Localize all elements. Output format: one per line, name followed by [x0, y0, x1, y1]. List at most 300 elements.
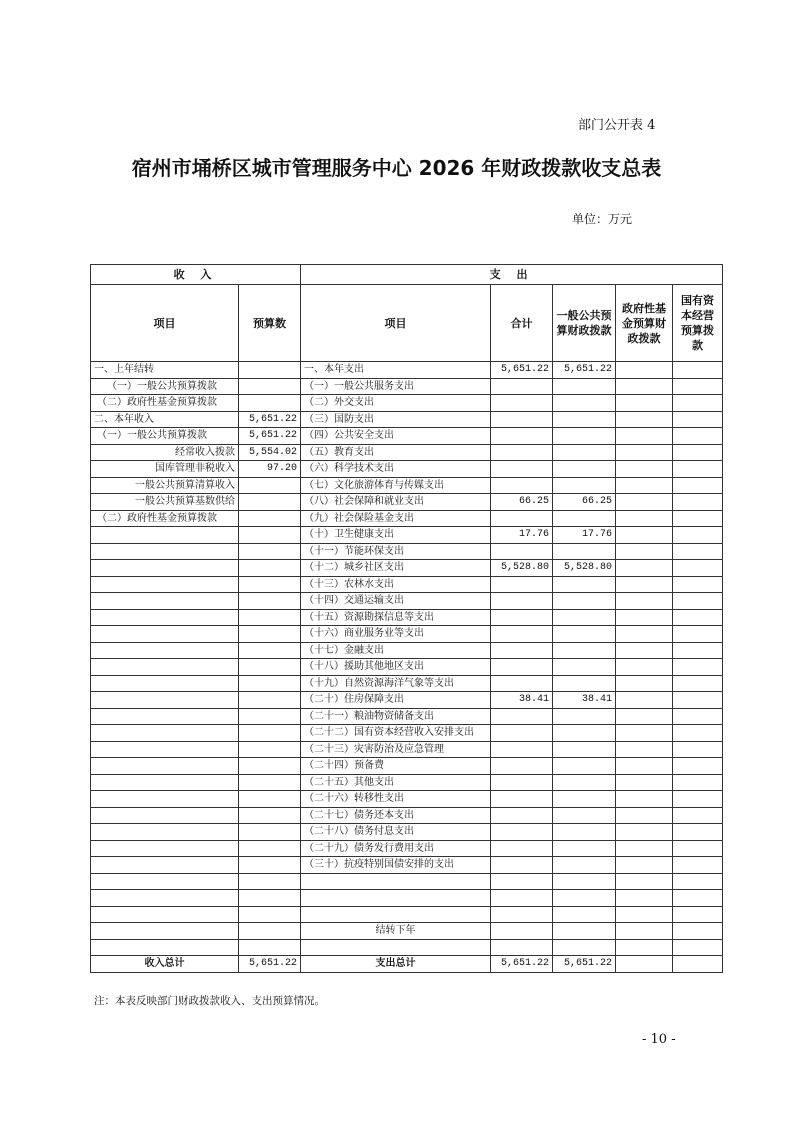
fund-budget-cell — [616, 510, 673, 527]
income-item-cell — [91, 873, 239, 890]
total-cell — [491, 428, 553, 445]
income-amount-cell — [239, 675, 301, 692]
table-row — [91, 362, 723, 379]
income-item-cell — [91, 923, 239, 940]
general-budget-cell — [553, 395, 616, 412]
general-budget-cell — [553, 741, 616, 758]
table-row — [91, 708, 723, 725]
fund-budget-cell — [616, 411, 673, 428]
income-amount-cell — [239, 807, 301, 824]
income-item-cell — [91, 593, 239, 610]
income-amount-cell — [239, 906, 301, 923]
general-budget-cell — [553, 411, 616, 428]
general-budget-cell: 5,651.22 — [553, 362, 616, 379]
table-row — [91, 560, 723, 577]
expense-item-cell: （九）社会保险基金支出 — [301, 510, 491, 527]
expense-item-cell: （三十）抗疫特别国债安排的支出 — [301, 857, 491, 874]
col-income-amount: 预算数 — [239, 285, 301, 362]
fund-budget-cell — [616, 791, 673, 808]
general-budget-cell: 66.25 — [553, 494, 616, 511]
fund-budget-cell — [616, 461, 673, 478]
total-cell: 38.41 — [491, 692, 553, 709]
income-amount-cell — [239, 527, 301, 544]
total-cell — [491, 890, 553, 907]
expense-total-general: 5,651.22 — [553, 956, 616, 973]
state-capital-cell — [673, 774, 723, 791]
expense-item-cell: （十五）资源勘探信息等支出 — [301, 609, 491, 626]
general-budget-cell — [553, 939, 616, 956]
state-capital-cell — [673, 378, 723, 395]
general-budget-cell — [553, 626, 616, 643]
general-budget-cell — [553, 477, 616, 494]
table-row — [91, 758, 723, 775]
income-amount-cell — [239, 923, 301, 940]
income-item-cell: 一般公共预算清算收入 — [91, 477, 239, 494]
total-cell — [491, 461, 553, 478]
expense-item-cell: （四）公共安全支出 — [301, 428, 491, 445]
table-row — [91, 791, 723, 808]
table-row — [91, 461, 723, 478]
expense-item-cell: （十九）自然资源海洋气象等支出 — [301, 675, 491, 692]
table-row — [91, 840, 723, 857]
fund-budget-cell — [616, 395, 673, 412]
income-amount-cell — [239, 362, 301, 379]
table-row — [91, 807, 723, 824]
page-number: - 10 - — [642, 1032, 676, 1047]
total-cell — [491, 543, 553, 560]
income-amount-cell — [239, 758, 301, 775]
state-capital-cell — [673, 543, 723, 560]
state-capital-cell — [673, 725, 723, 742]
total-cell — [491, 477, 553, 494]
total-cell — [491, 807, 553, 824]
total-cell — [491, 725, 553, 742]
state-capital-cell — [673, 675, 723, 692]
income-amount-cell — [239, 890, 301, 907]
table-row — [91, 890, 723, 907]
fund-budget-cell — [616, 939, 673, 956]
income-amount-cell: 5,554.02 — [239, 444, 301, 461]
fund-budget-cell — [616, 362, 673, 379]
expense-item-cell: （十二）城乡社区支出 — [301, 560, 491, 577]
general-budget-cell — [553, 857, 616, 874]
col-state: 国有资本经营预算拨款 — [673, 285, 723, 362]
fund-budget-cell — [616, 378, 673, 395]
expense-item-cell: （十四）交通运输支出 — [301, 593, 491, 610]
fund-budget-cell — [616, 543, 673, 560]
fund-budget-cell — [616, 560, 673, 577]
total-cell — [491, 758, 553, 775]
fund-budget-cell — [616, 477, 673, 494]
general-budget-cell — [553, 461, 616, 478]
fund-budget-cell — [616, 840, 673, 857]
table-row — [91, 411, 723, 428]
income-amount-cell — [239, 378, 301, 395]
total-cell: 5,528.80 — [491, 560, 553, 577]
total-cell — [491, 626, 553, 643]
col-income-item: 项目 — [91, 285, 239, 362]
table-row — [91, 609, 723, 626]
total-cell — [491, 395, 553, 412]
income-item-cell — [91, 659, 239, 676]
income-amount-cell — [239, 873, 301, 890]
total-cell: 17.76 — [491, 527, 553, 544]
table-row — [91, 543, 723, 560]
general-budget-cell — [553, 444, 616, 461]
income-item-cell — [91, 774, 239, 791]
total-cell — [491, 923, 553, 940]
table-row — [91, 444, 723, 461]
expense-item-cell: （三）国防支出 — [301, 411, 491, 428]
fund-budget-cell — [616, 890, 673, 907]
income-amount-cell — [239, 857, 301, 874]
expense-total-fund — [616, 956, 673, 973]
table-row — [91, 824, 723, 841]
state-capital-cell — [673, 906, 723, 923]
general-budget-cell — [553, 774, 616, 791]
table-row — [91, 725, 723, 742]
fund-budget-cell — [616, 708, 673, 725]
income-item-cell — [91, 560, 239, 577]
state-capital-cell — [673, 890, 723, 907]
col-fund: 政府性基金预算财政拨款 — [616, 285, 673, 362]
income-item-cell — [91, 906, 239, 923]
total-cell — [491, 791, 553, 808]
income-amount-cell: 5,651.22 — [239, 428, 301, 445]
fund-budget-cell — [616, 824, 673, 841]
income-item-cell — [91, 725, 239, 742]
income-amount-cell — [239, 741, 301, 758]
fund-budget-cell — [616, 593, 673, 610]
income-amount-cell — [239, 692, 301, 709]
income-item-cell: （二）政府性基金预算拨款 — [91, 395, 239, 412]
expense-item-cell: 结转下年 — [301, 923, 491, 940]
general-budget-cell — [553, 824, 616, 841]
income-amount-cell — [239, 560, 301, 577]
fund-budget-cell — [616, 758, 673, 775]
income-amount-cell — [239, 642, 301, 659]
state-capital-cell — [673, 758, 723, 775]
general-budget-cell — [553, 576, 616, 593]
unit-label: 单位：万元 — [572, 212, 633, 226]
general-budget-cell — [553, 510, 616, 527]
expense-total-label: 支出总计 — [301, 956, 491, 973]
general-budget-cell — [553, 543, 616, 560]
fund-budget-cell — [616, 527, 673, 544]
income-item-cell — [91, 675, 239, 692]
table-row — [91, 692, 723, 709]
state-capital-cell — [673, 510, 723, 527]
expense-item-cell: （二十四）预备费 — [301, 758, 491, 775]
expense-item-cell: （二十二）国有资本经营收入安排支出 — [301, 725, 491, 742]
income-item-cell: （一）一般公共预算拨款 — [91, 378, 239, 395]
total-cell — [491, 906, 553, 923]
expense-item-cell: （十一）节能环保支出 — [301, 543, 491, 560]
expense-item-cell: （二十六）转移性支出 — [301, 791, 491, 808]
fund-budget-cell — [616, 873, 673, 890]
state-capital-cell — [673, 857, 723, 874]
budget-table — [90, 264, 723, 973]
general-budget-cell — [553, 873, 616, 890]
income-amount-cell — [239, 494, 301, 511]
fund-budget-cell — [616, 906, 673, 923]
table-row — [91, 593, 723, 610]
income-item-cell — [91, 609, 239, 626]
general-budget-cell — [553, 923, 616, 940]
income-item-cell: 二、本年收入 — [91, 411, 239, 428]
expense-total: 5,651.22 — [491, 956, 553, 973]
income-item-cell: 一般公共预算基数供给 — [91, 494, 239, 511]
expense-item-cell: （二十五）其他支出 — [301, 774, 491, 791]
page-title: 宿州市埇桥区城市管理服务中心 2026 年财政拨款收支总表 — [131, 156, 662, 180]
expense-item-cell: （二十三）灾害防治及应急管理 — [301, 741, 491, 758]
fund-budget-cell — [616, 494, 673, 511]
income-amount-cell — [239, 477, 301, 494]
general-budget-cell — [553, 906, 616, 923]
form-number: 部门公开表 4 — [578, 118, 656, 133]
fund-budget-cell — [616, 626, 673, 643]
total-cell — [491, 675, 553, 692]
fund-budget-cell — [616, 659, 673, 676]
col-total: 合计 — [491, 285, 553, 362]
table-row — [91, 527, 723, 544]
table-row — [91, 576, 723, 593]
fund-budget-cell — [616, 692, 673, 709]
income-item-cell — [91, 692, 239, 709]
table-row — [91, 494, 723, 511]
state-capital-cell — [673, 461, 723, 478]
general-budget-cell: 38.41 — [553, 692, 616, 709]
general-budget-cell — [553, 890, 616, 907]
total-cell — [491, 642, 553, 659]
income-item-cell — [91, 791, 239, 808]
expense-item-cell: （二十九）债务发行费用支出 — [301, 840, 491, 857]
total-cell — [491, 857, 553, 874]
state-capital-cell — [673, 791, 723, 808]
table-row — [91, 939, 723, 956]
income-item-cell: 一、上年结转 — [91, 362, 239, 379]
general-budget-cell — [553, 791, 616, 808]
expense-item-cell: （七）文化旅游体育与传媒支出 — [301, 477, 491, 494]
fund-budget-cell — [616, 609, 673, 626]
table-row — [91, 741, 723, 758]
table-row — [91, 642, 723, 659]
expense-item-cell: （二十八）债务付息支出 — [301, 824, 491, 841]
state-capital-cell — [673, 626, 723, 643]
general-budget-cell — [553, 725, 616, 742]
fund-budget-cell — [616, 444, 673, 461]
income-total-label: 收入总计 — [91, 956, 239, 973]
expense-item-cell: （十六）商业服务业等支出 — [301, 626, 491, 643]
table-row — [91, 395, 723, 412]
state-capital-cell — [673, 642, 723, 659]
income-amount-cell — [239, 510, 301, 527]
general-budget-cell — [553, 758, 616, 775]
expense-item-cell: （二）外交支出 — [301, 395, 491, 412]
total-cell — [491, 774, 553, 791]
table-row — [91, 906, 723, 923]
table-row — [91, 675, 723, 692]
income-item-cell — [91, 708, 239, 725]
state-capital-cell — [673, 824, 723, 841]
income-item-cell: （一）一般公共预算拨款 — [91, 428, 239, 445]
fund-budget-cell — [616, 923, 673, 940]
table-row — [91, 378, 723, 395]
income-item-cell: 国库管理非税收入 — [91, 461, 239, 478]
general-budget-cell — [553, 807, 616, 824]
state-capital-cell — [673, 362, 723, 379]
fund-budget-cell — [616, 807, 673, 824]
expense-item-cell — [301, 873, 491, 890]
total-row — [91, 956, 723, 973]
total-cell — [491, 741, 553, 758]
total-cell — [491, 840, 553, 857]
general-budget-cell: 17.76 — [553, 527, 616, 544]
income-header: 收 入 — [91, 265, 301, 285]
state-capital-cell — [673, 708, 723, 725]
income-item-cell — [91, 642, 239, 659]
income-item-cell — [91, 807, 239, 824]
state-capital-cell — [673, 576, 723, 593]
state-capital-cell — [673, 527, 723, 544]
table-row — [91, 477, 723, 494]
general-budget-cell — [553, 378, 616, 395]
general-budget-cell — [553, 675, 616, 692]
fund-budget-cell — [616, 741, 673, 758]
general-budget-cell — [553, 708, 616, 725]
income-amount-cell — [239, 626, 301, 643]
table-row — [91, 428, 723, 445]
table-row — [91, 923, 723, 940]
expense-item-cell: （十三）农林水支出 — [301, 576, 491, 593]
total-cell — [491, 510, 553, 527]
income-amount-cell — [239, 725, 301, 742]
table-row — [91, 774, 723, 791]
fund-budget-cell — [616, 642, 673, 659]
fund-budget-cell — [616, 857, 673, 874]
total-cell — [491, 708, 553, 725]
fund-budget-cell — [616, 428, 673, 445]
expense-item-cell: （六）科学技术支出 — [301, 461, 491, 478]
income-item-cell — [91, 741, 239, 758]
expense-item-cell: （十七）金融支出 — [301, 642, 491, 659]
fund-budget-cell — [616, 725, 673, 742]
income-item-cell — [91, 824, 239, 841]
state-capital-cell — [673, 609, 723, 626]
fund-budget-cell — [616, 675, 673, 692]
income-amount-cell — [239, 543, 301, 560]
general-budget-cell — [553, 642, 616, 659]
fund-budget-cell — [616, 774, 673, 791]
state-capital-cell — [673, 659, 723, 676]
income-item-cell — [91, 939, 239, 956]
total-cell — [491, 576, 553, 593]
expense-item-cell: （八）社会保障和就业支出 — [301, 494, 491, 511]
total-cell — [491, 411, 553, 428]
income-amount-cell: 97.20 — [239, 461, 301, 478]
income-item-cell — [91, 857, 239, 874]
general-budget-cell — [553, 609, 616, 626]
income-amount-cell — [239, 824, 301, 841]
state-capital-cell — [673, 411, 723, 428]
expense-item-cell: （十八）援助其他地区支出 — [301, 659, 491, 676]
expense-total-state — [673, 956, 723, 973]
income-item-cell — [91, 626, 239, 643]
income-amount-cell — [239, 593, 301, 610]
table-row — [91, 857, 723, 874]
income-item-cell — [91, 576, 239, 593]
state-capital-cell — [673, 692, 723, 709]
total-cell — [491, 873, 553, 890]
income-item-cell: 经常收入拨款 — [91, 444, 239, 461]
expense-item-cell: （二十七）债务还本支出 — [301, 807, 491, 824]
income-amount-cell — [239, 774, 301, 791]
general-budget-cell: 5,528.80 — [553, 560, 616, 577]
state-capital-cell — [673, 741, 723, 758]
state-capital-cell — [673, 494, 723, 511]
income-item-cell — [91, 890, 239, 907]
col-exp-item: 项目 — [301, 285, 491, 362]
income-total-amount: 5,651.22 — [239, 956, 301, 973]
expense-item-cell — [301, 939, 491, 956]
income-item-cell — [91, 840, 239, 857]
income-amount-cell: 5,651.22 — [239, 411, 301, 428]
col-general: 一般公共预算财政拨款 — [553, 285, 616, 362]
expense-item-cell: （二十一）粮油物资储备支出 — [301, 708, 491, 725]
table-row — [91, 510, 723, 527]
state-capital-cell — [673, 840, 723, 857]
income-amount-cell — [239, 791, 301, 808]
total-cell — [491, 593, 553, 610]
total-cell — [491, 939, 553, 956]
total-cell — [491, 609, 553, 626]
general-budget-cell — [553, 428, 616, 445]
income-amount-cell — [239, 708, 301, 725]
table-note: 注：本表反映部门财政拨款收入、支出预算情况。 — [94, 995, 325, 1007]
income-item-cell — [91, 527, 239, 544]
state-capital-cell — [673, 939, 723, 956]
state-capital-cell — [673, 807, 723, 824]
state-capital-cell — [673, 477, 723, 494]
general-budget-cell — [553, 659, 616, 676]
expense-item-cell: （一）一般公共服务支出 — [301, 378, 491, 395]
state-capital-cell — [673, 395, 723, 412]
expense-item-cell: 一、本年支出 — [301, 362, 491, 379]
income-amount-cell — [239, 939, 301, 956]
income-amount-cell — [239, 659, 301, 676]
state-capital-cell — [673, 873, 723, 890]
total-cell — [491, 444, 553, 461]
total-cell — [491, 659, 553, 676]
income-amount-cell — [239, 609, 301, 626]
income-item-cell: （二）政府性基金预算拨款 — [91, 510, 239, 527]
general-budget-cell — [553, 593, 616, 610]
table-row — [91, 659, 723, 676]
total-cell — [491, 824, 553, 841]
total-cell — [491, 378, 553, 395]
expense-item-cell — [301, 890, 491, 907]
state-capital-cell — [673, 428, 723, 445]
state-capital-cell — [673, 560, 723, 577]
state-capital-cell — [673, 923, 723, 940]
expense-item-cell: （十）卫生健康支出 — [301, 527, 491, 544]
income-amount-cell — [239, 576, 301, 593]
state-capital-cell — [673, 444, 723, 461]
general-budget-cell — [553, 840, 616, 857]
income-amount-cell — [239, 840, 301, 857]
expense-header: 支 出 — [301, 265, 723, 285]
expense-item-cell: （二十）住房保障支出 — [301, 692, 491, 709]
